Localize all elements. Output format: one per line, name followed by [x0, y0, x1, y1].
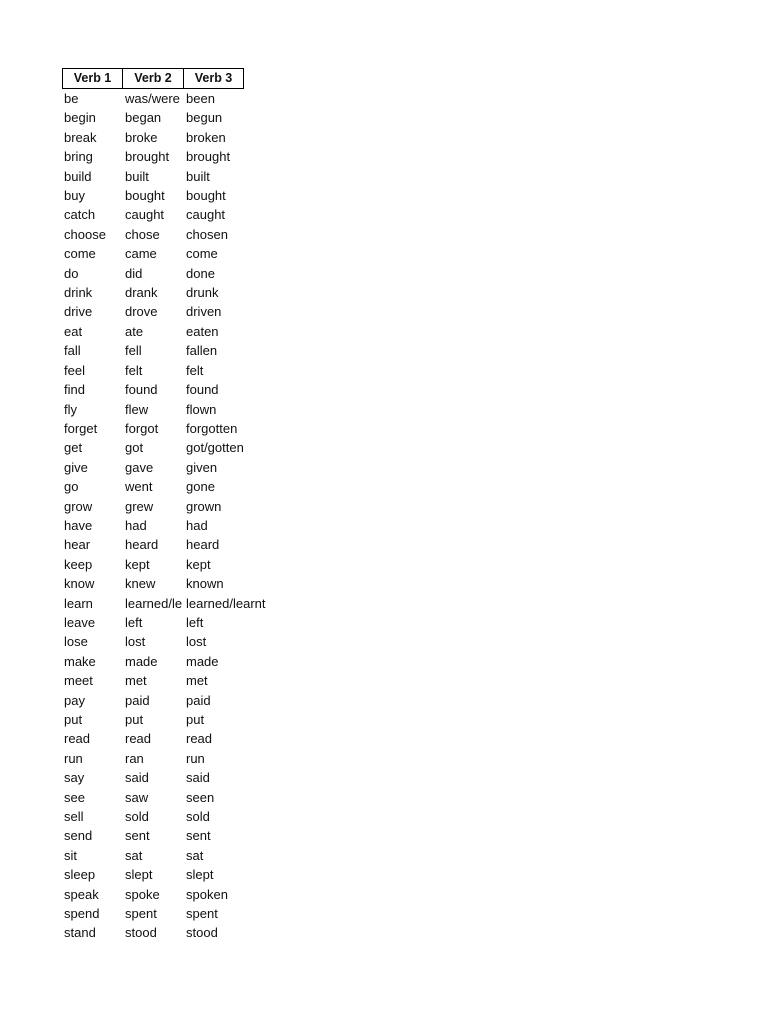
verb-3-cell: paid — [186, 692, 211, 708]
table-row — [62, 516, 244, 535]
verb-3-cell: kept — [186, 556, 211, 572]
verb-2-cell: did — [125, 265, 143, 281]
verb-3-cell: met — [186, 673, 208, 689]
verb-3-cell: sent — [186, 828, 211, 844]
table-row — [62, 283, 244, 302]
verb-3-cell: grown — [186, 498, 222, 514]
table-row — [62, 710, 244, 729]
verb-1-cell: break — [64, 129, 97, 145]
verb-3-cell: been — [186, 91, 215, 106]
header-verb-3: Verb 3 — [184, 68, 244, 89]
table-row — [62, 341, 244, 360]
table-row — [62, 574, 244, 593]
verb-1-cell: choose — [64, 226, 106, 242]
table-row — [62, 167, 244, 186]
verb-3-cell: broken — [186, 129, 226, 145]
verb-3-cell: run — [186, 750, 205, 766]
verb-1-cell: be — [64, 91, 79, 106]
table-row — [62, 438, 244, 457]
verb-1-cell: speak — [64, 886, 99, 902]
verb-1-cell: see — [64, 789, 85, 805]
table-row — [62, 865, 244, 884]
verb-3-cell: drunk — [186, 285, 219, 301]
verb-1-cell: fly — [64, 401, 77, 417]
table-row — [62, 691, 244, 710]
verb-3-cell: begun — [186, 110, 223, 126]
verb-3-cell: done — [186, 265, 215, 281]
verb-3-cell: lost — [186, 634, 207, 650]
verb-2-cell: paid — [125, 692, 150, 708]
verb-1-cell: spend — [64, 906, 100, 922]
verb-3-cell: felt — [186, 362, 204, 378]
verb-2-cell: stood — [125, 925, 157, 941]
verb-2-cell: read — [125, 731, 152, 747]
verb-2-cell: said — [125, 770, 149, 786]
verb-3-cell: got/gotten — [186, 440, 244, 456]
verb-2-cell: sent — [125, 828, 150, 844]
verb-3-cell: slept — [186, 867, 214, 883]
verb-3-cell: heard — [186, 537, 220, 553]
verb-3-cell: forgotten — [186, 420, 238, 436]
verb-1-cell: sit — [64, 847, 77, 863]
verb-1-cell: meet — [64, 673, 93, 689]
table-row — [62, 807, 244, 826]
verb-2-cell: caught — [125, 207, 165, 223]
table-row — [62, 923, 244, 942]
verb-1-cell: lose — [64, 634, 88, 650]
verb-1-cell: begin — [64, 110, 96, 126]
verb-2-cell: kept — [125, 556, 150, 572]
verb-2-cell: spent — [125, 906, 157, 922]
verb-3-cell: caught — [186, 207, 226, 223]
table-row — [62, 128, 244, 147]
verb-3-cell: had — [186, 517, 208, 533]
verb-3-cell: fallen — [186, 343, 218, 359]
verb-1-cell: bring — [64, 149, 93, 165]
verb-1-cell: leave — [64, 614, 96, 630]
verb-2-cell: put — [125, 712, 144, 727]
verb-table — [62, 68, 266, 943]
verb-2-cell: ran — [125, 750, 144, 766]
verb-2-cell: sold — [125, 809, 149, 825]
table-row — [62, 749, 244, 768]
verb-2-cell: began — [125, 110, 162, 126]
verb-1-cell: put — [64, 712, 83, 727]
verb-3-cell: spoken — [186, 886, 228, 902]
table-row — [62, 885, 244, 904]
table-row — [62, 400, 244, 419]
verb-2-cell: found — [125, 382, 158, 398]
verb-2-cell: broke — [125, 129, 158, 145]
verb-2-cell: learned/le — [125, 595, 183, 611]
verb-1-cell: drink — [64, 285, 93, 301]
verb-2-cell: brought — [125, 149, 170, 165]
verb-1-cell: sleep — [64, 867, 96, 883]
verb-3-cell: sold — [186, 809, 210, 825]
verb-1-cell: fall — [64, 343, 81, 359]
verb-2-cell: slept — [125, 867, 153, 883]
verb-2-cell: went — [125, 479, 153, 495]
verb-3-cell: said — [186, 770, 210, 786]
verb-1-cell: know — [64, 576, 95, 592]
verb-3-cell: driven — [186, 304, 222, 320]
table-row — [62, 768, 244, 787]
verb-1-cell: read — [64, 731, 91, 747]
header-verb-1: Verb 1 — [62, 68, 123, 89]
verb-2-cell: left — [125, 614, 143, 630]
verb-1-cell: get — [64, 440, 83, 456]
table-row — [62, 632, 244, 651]
table-row — [62, 458, 244, 477]
table-row — [62, 361, 244, 380]
verb-3-cell: found — [186, 382, 219, 398]
verb-3-cell: chosen — [186, 226, 228, 242]
verb-1-cell: do — [64, 265, 79, 281]
table-row — [62, 535, 244, 554]
table-row — [62, 613, 244, 632]
table-row — [62, 555, 244, 574]
verb-3-cell: put — [186, 712, 205, 727]
verb-1-cell: make — [64, 653, 96, 669]
verb-1-cell: eat — [64, 323, 83, 339]
verb-1-cell: keep — [64, 556, 93, 572]
verb-3-cell: given — [186, 459, 218, 475]
table-row — [62, 497, 244, 516]
verb-2-cell: forgot — [125, 420, 159, 436]
table-row — [62, 108, 244, 127]
verb-2-cell: was/were — [125, 91, 180, 106]
verb-3-cell: known — [186, 576, 224, 592]
verb-1-cell: pay — [64, 692, 85, 708]
table-row — [62, 419, 244, 438]
verb-2-cell: drove — [125, 304, 158, 320]
verb-1-cell: hear — [64, 537, 91, 553]
table-row — [62, 788, 244, 807]
verb-3-cell: bought — [186, 188, 226, 204]
verb-1-cell: come — [64, 246, 96, 262]
verb-2-cell: heard — [125, 537, 159, 553]
verb-3-cell: eaten — [186, 323, 219, 339]
table-row — [62, 264, 244, 283]
verb-2-cell: came — [125, 246, 157, 262]
verb-2-cell: made — [125, 653, 158, 669]
verb-2-cell: ate — [125, 323, 144, 339]
table-row — [62, 826, 244, 845]
verb-3-cell: come — [186, 246, 218, 262]
verb-1-cell: have — [64, 517, 93, 533]
table-row — [62, 89, 244, 108]
verb-2-cell: chose — [125, 226, 160, 242]
verb-1-cell: sell — [64, 809, 84, 825]
verb-2-cell: bought — [125, 188, 165, 204]
table-row — [62, 671, 244, 690]
verb-3-cell: built — [186, 168, 210, 184]
verb-3-cell: gone — [186, 479, 215, 495]
table-row — [62, 244, 244, 263]
verb-3-cell: stood — [186, 925, 218, 941]
table-row — [62, 147, 244, 166]
verb-1-cell: grow — [64, 498, 93, 514]
table-body — [62, 89, 266, 943]
verb-3-cell: sat — [186, 847, 204, 863]
header-verb-2: Verb 2 — [123, 68, 184, 89]
verb-2-cell: got — [125, 440, 144, 456]
table-row — [62, 205, 244, 224]
table-row — [62, 302, 244, 321]
verb-2-cell: had — [125, 517, 147, 533]
verb-3-cell: left — [186, 614, 204, 630]
table-row — [62, 322, 244, 341]
table-row — [62, 846, 244, 865]
verb-1-cell: feel — [64, 362, 85, 378]
table-row — [62, 477, 244, 496]
verb-1-cell: find — [64, 382, 85, 398]
table-row — [62, 652, 244, 671]
verb-1-cell: forget — [64, 420, 98, 436]
verb-3-cell: read — [186, 731, 213, 747]
table-row — [62, 729, 244, 748]
verb-2-cell: gave — [125, 459, 154, 475]
verb-2-cell: knew — [125, 576, 156, 592]
verb-3-cell: spent — [186, 906, 218, 922]
verb-1-cell: give — [64, 459, 88, 475]
verb-2-cell: grew — [125, 498, 154, 514]
table-row — [62, 380, 244, 399]
verb-2-cell: flew — [125, 401, 149, 417]
verb-1-cell: go — [64, 479, 79, 495]
verb-2-cell: built — [125, 168, 149, 184]
verb-1-cell: build — [64, 168, 92, 184]
verb-1-cell: learn — [64, 595, 93, 611]
verb-1-cell: run — [64, 750, 83, 766]
table-row — [62, 225, 244, 244]
verb-3-cell: flown — [186, 401, 217, 417]
verb-2-cell: saw — [125, 789, 149, 805]
verb-2-cell: sat — [125, 847, 143, 863]
verb-3-cell: brought — [186, 149, 231, 165]
table-row — [62, 904, 244, 923]
verb-1-cell: stand — [64, 925, 96, 941]
verb-1-cell: buy — [64, 188, 85, 204]
verb-2-cell: lost — [125, 634, 146, 650]
verb-1-cell: catch — [64, 207, 96, 223]
verb-1-cell: say — [64, 770, 85, 786]
verb-2-cell: spoke — [125, 886, 160, 902]
verb-2-cell: drank — [125, 285, 158, 301]
verb-3-cell: learned/learnt — [186, 595, 266, 611]
verb-2-cell: fell — [125, 343, 142, 359]
verb-3-cell: seen — [186, 789, 215, 805]
table-row — [62, 594, 266, 613]
verb-3-cell: made — [186, 653, 219, 669]
verb-2-cell: met — [125, 673, 147, 689]
verb-2-cell: felt — [125, 362, 143, 378]
verb-1-cell: send — [64, 828, 93, 844]
table-row — [62, 186, 244, 205]
verb-1-cell: drive — [64, 304, 93, 320]
table-header-row — [62, 68, 244, 89]
